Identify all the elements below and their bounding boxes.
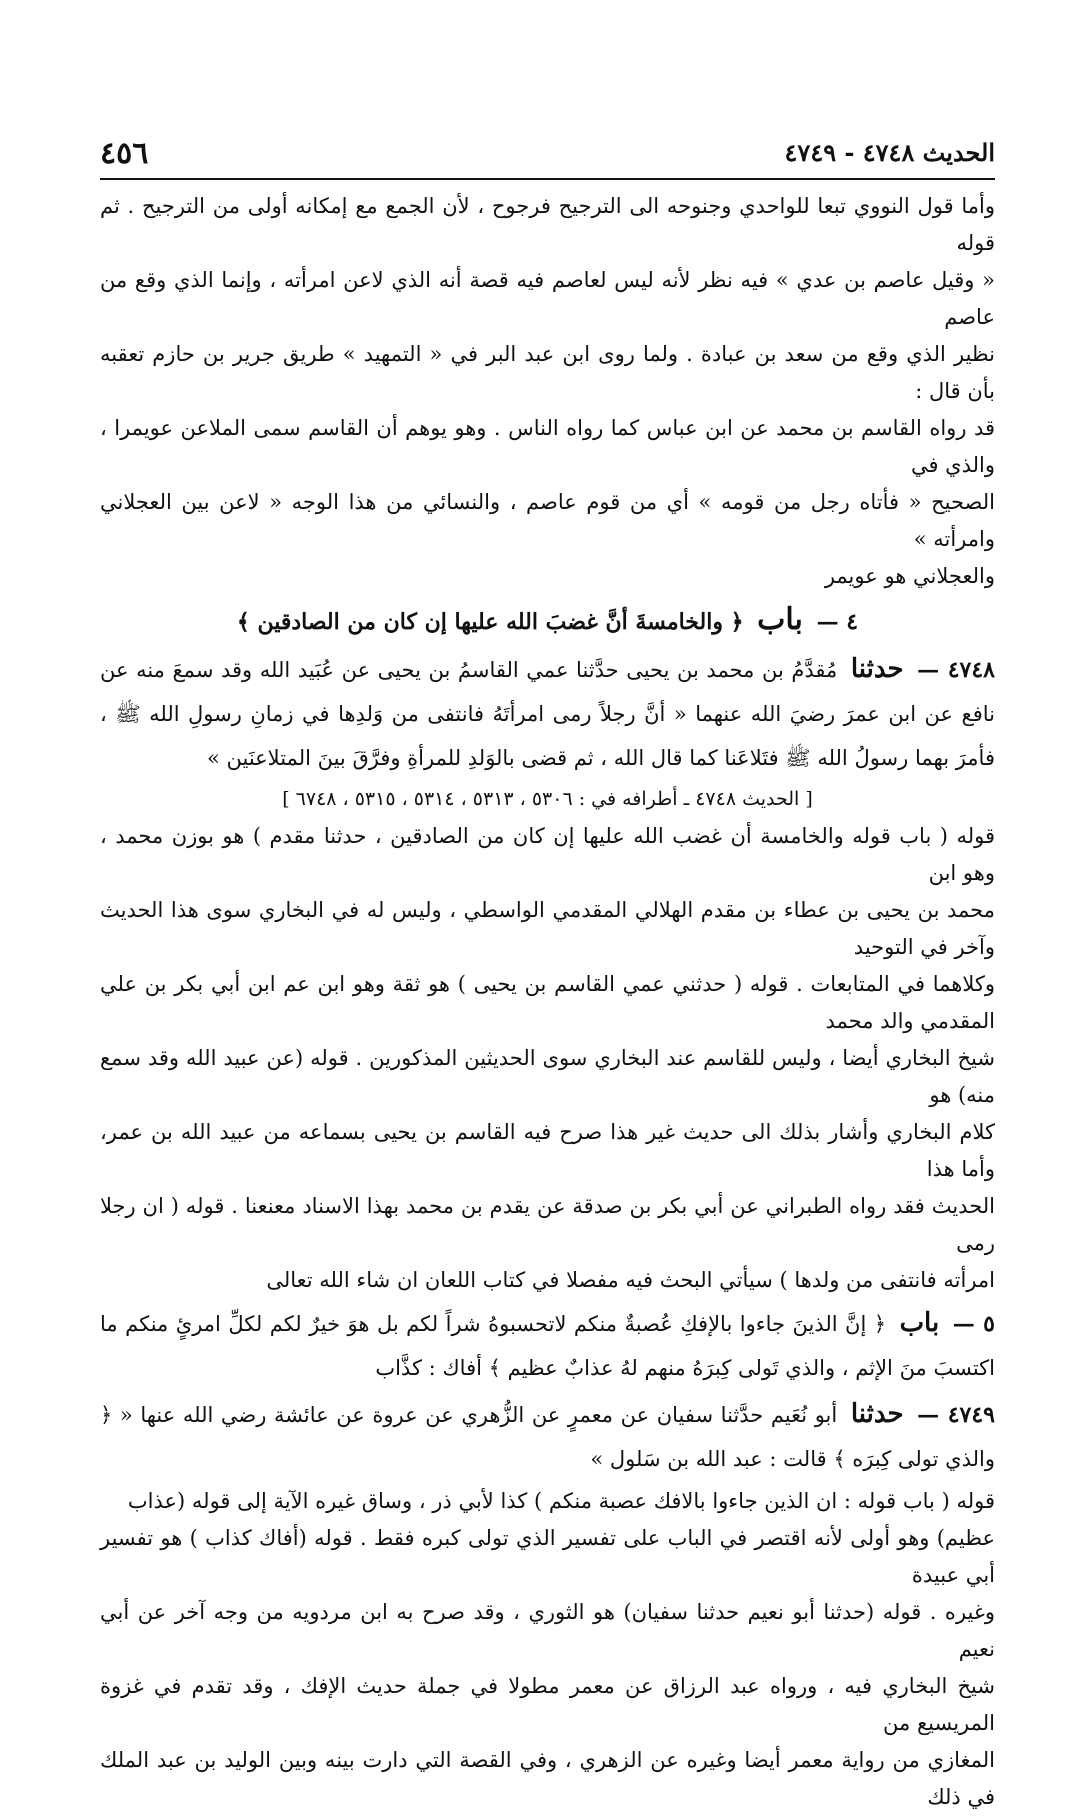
chapter-number: ٤ — — [816, 609, 859, 635]
chapter-number: ٥ — — [952, 1311, 995, 1337]
commentary-line: نظير الذي وقع من سعد بن عبادة . ولما روى ابن عبد البر في « التمهيد » طريق جرير بن حازم تعقبه بأن قال : — [100, 342, 995, 403]
haddathana-label: حدثنا — [850, 654, 904, 684]
hadith-text-line: « ﴿ والذي تولى كِبرَه ﴾ قالت : عبد الله بن سَلول » — [100, 1403, 995, 1471]
commentary-line: قوله ( باب قوله : ان الذين جاءوا بالافك عصبة منكم ) كذا لأبي ذر ، وساق غيره الآية إلى قوله (عذاب — [127, 1489, 995, 1513]
commentary-line: شيخ البخاري فيه ، ورواه عبد الرزاق عن معمر مطولا في جملة حديث الإفك ، وقد تقدم في غزوة المريسيع من — [100, 1674, 995, 1735]
chapter-title: ﴿ والخامسةَ أنَّ غضبَ الله عليها إن كان من الصادقين ﴾ — [236, 609, 744, 635]
hadith-cross-references: [ الحديث ٤٧٤٨ ـ أطرافه في : ٥٣٠٦ ، ٥٣١٣ ، ٥٣١٤ ، ٥٣١٥ ، ٦٧٤٨ ] — [282, 788, 813, 810]
hadith-text-line: أبو نُعَيم حدَّثنا سفيان عن معمرٍ عن الزُّهري عن عروة عن عائشة رضي الله عنها — [140, 1403, 838, 1427]
commentary-line: وغيره . قوله (حدثنا أبو نعيم حدثنا سفيان) هو الثوري ، وقد صرح به ابن مردويه من وجه آخر عن أبي نعيم — [100, 1600, 995, 1661]
commentary-line: محمد بن يحيى بن عطاء بن مقدم الهلالي المقدمي الواسطي ، وليس له في البخاري سوى هذا الحديث وآخر في التوحيد — [100, 898, 995, 959]
commentary-line: قد رواه القاسم بن محمد عن ابن عباس كما رواه الناس . وهو يوهم أن القاسم سمى الملاعن عويمرا ، والذي في — [100, 416, 995, 477]
page-content — [100, 188, 995, 1816]
chapter-title-line: امرئٍ منكم ما اكتسبَ منَ الإثم ، والذي تَولى كِبرَهُ منهم لهُ عذابٌ عظيم ﴾ أفاك : كذَّاب — [100, 1312, 995, 1380]
commentary-line: « وقيل عاصم بن عدي » فيه نظر لأنه ليس لعاصم فيه قصة أنه الذي لاعن امرأته ، وإنما الذي وقع من عاصم — [100, 268, 995, 329]
commentary-line: وكلاهما في المتابعات . قوله ( حدثني عمي القاسم بن يحيى ) هو ثقة وهو ابن عم ابن أبي بكر بن علي المقدمي والد محمد — [100, 972, 995, 1033]
header-rule — [100, 178, 995, 180]
commentary-line: المغازي من رواية معمر أيضا وغيره عن الزهري ، وفي القصة التي دارت بينه وبين الوليد بن عبد الملك في ذلك — [100, 1748, 995, 1809]
page-header — [100, 138, 995, 178]
hadith-4749 — [100, 1392, 995, 1481]
chapter-heading-5 — [100, 1301, 995, 1390]
commentary-line: والعجلاني هو عويمر — [824, 564, 995, 588]
hadith-4748 — [100, 647, 995, 780]
page-number: ٤٥٦ — [100, 136, 149, 171]
chapter-title-line: ﴿ إنَّ الذينَ جاءوا بالإفكِ عُصبةٌ منكم لاتحسبوهُ شراً لكم بل هوَ خيرٌ لكم لكلِّ — [228, 1312, 887, 1336]
haddathana-label: حدثنا — [850, 1399, 904, 1429]
commentary-line: شيخ البخاري أيضا ، وليس للقاسم عند البخاري سوى الحديثين المذكورين . قوله (عن عبيد الله وقد سمع منه) هو — [100, 1046, 995, 1107]
hadith-number: ٤٧٤٨ — — [917, 657, 995, 683]
commentary-line: الحديث فقد رواه الطبراني عن أبي بكر بن صدقة عن يقدم بن محمد بهذا الاسناد معنعنا . قوله ( ان رجلا رمى — [100, 1194, 995, 1255]
hadith-range-title: الحديث ٤٧٤٨ - ٤٧٤٩ — [784, 138, 995, 167]
hadith-text-line: مُقدَّمُ بن محمد بن يحيى حدَّثنا عمي القاسمُ بن يحيى عن عُبَيد الله وقد سمعَ منه عن نافع — [100, 658, 995, 726]
chapter-bab: باب — [757, 602, 803, 637]
commentary-line: عظيم) وهو أولى لأنه اقتصر في الباب على تفسير الذي تولى كبره فقط . قوله (أفاك كذاب ) هو تفسير أبي عبيدة — [100, 1526, 995, 1587]
commentary-line: قوله ( باب قوله والخامسة أن غضب الله عليها إن كان من الصادقين ، حدثنا مقدم ) هو بوزن محمد ، وهو ابن — [100, 824, 995, 885]
chapter-heading-4 — [100, 599, 995, 643]
hadith-text-line: رسولُ الله ﷺ فتَلاعَنا كما قال الله ، ثم قضى بالوَلدِ للمرأةِ وفرَّقَ بينَ المتلاعنَين » — [206, 746, 909, 770]
commentary-line: الصحيح « فأتاه رجل من قومه » أي من قوم عاصم ، والنسائي من هذا الوجه « لاعن بين العجلاني وامرأته » — [100, 490, 995, 551]
hadith-text-line: عن ابن عمرَ رضيَ الله عنهما « أنَّ رجلاً رمى امرأتَهُ فانتفى من وَلدِها في زمانِ رسولِ الله ﷺ ، فأمرَ بهما — [100, 702, 995, 770]
commentary-line: كلام البخاري وأشار بذلك الى حديث غير هذا صرح فيه القاسم بن يحيى بسماعه من عبيد الله بن عمر، وأما هذا — [100, 1120, 995, 1181]
chapter-bab: باب — [899, 1308, 940, 1338]
commentary-line: امرأته فانتفى من ولدها ) سيأتي البحث فيه مفصلا في كتاب اللعان ان شاء الله تعالى — [266, 1268, 995, 1292]
hadith-number: ٤٧٤٩ — — [917, 1402, 995, 1428]
commentary-line: وأما قول النووي تبعا للواحدي وجنوحه الى الترجيح فرجوح ، لأن الجمع مع إمكانه أولى من الترجيح . ثم قوله — [100, 194, 995, 255]
